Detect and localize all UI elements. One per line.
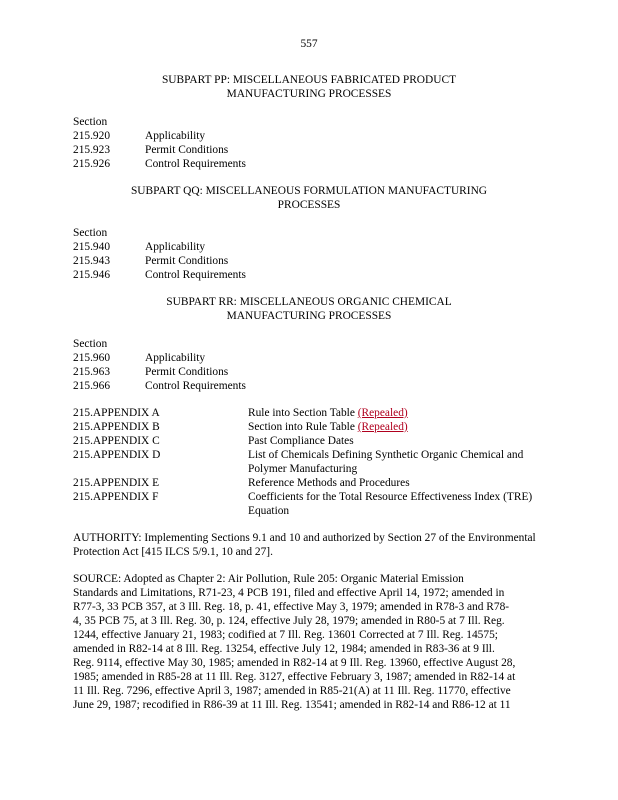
section-number: 215.940 — [73, 241, 111, 253]
subpart-rr-heading-line1: SUBPART RR: MISCELLANEOUS ORGANIC CHEMICAL — [166, 296, 452, 308]
authority-paragraph: AUTHORITY: Implementing Sections 9.1 and 10 and authorized by Section 27 of the Environmental Protection Act [415 ILCS 5/9.1, 10 and 27]. — [73, 532, 536, 558]
source-line: 1985; amended in R85-28 at 11 Ill. Reg. 3127, effective February 3, 1987; amended in R82-14 at — [73, 671, 516, 683]
section-title: Applicability — [145, 352, 206, 364]
appendix-number: 215.APPENDIX F — [73, 491, 159, 503]
section-number: 215.920 — [73, 130, 111, 142]
appendix-title-text: Section into Rule Table — [248, 421, 355, 433]
section-number: 215.963 — [73, 366, 111, 378]
section-title: Control Requirements — [145, 158, 246, 170]
section-row — [73, 129, 543, 143]
section-row — [73, 157, 543, 171]
section-title: Permit Conditions — [145, 366, 229, 378]
section-title: Control Requirements — [145, 269, 246, 281]
section-title: Applicability — [145, 130, 206, 142]
source-line: Standards and Limitations, R71-23, 4 PCB 191, filed and effective April 14, 1972; amended in — [73, 587, 505, 599]
subpart-rr-heading-line2: MANUFACTURING PROCESSES — [226, 310, 392, 322]
section-number: 215.923 — [73, 144, 111, 156]
section-number: 215.946 — [73, 269, 111, 281]
subpart-pp-heading — [100, 73, 518, 101]
source-line: Reg. 9114, effective May 30, 1985; amended in R82-14 at 9 Ill. Reg. 13960, effective August 28, — [73, 657, 516, 669]
appendix-title — [248, 420, 543, 434]
section-row — [73, 240, 543, 254]
source-line: June 29, 1987; recodified in R86-39 at 11 Ill. Reg. 13541; amended in R82-14 and R86-12 at 11 — [73, 699, 511, 711]
subpart-qq-section-label: Section — [73, 227, 108, 239]
section-row — [73, 254, 543, 268]
source-paragraph — [73, 572, 541, 712]
appendix-number: 215.APPENDIX B — [73, 421, 160, 433]
section-title: Permit Conditions — [145, 255, 229, 267]
subpart-pp-heading-line1: SUBPART PP: MISCELLANEOUS FABRICATED PRODUCT — [161, 74, 457, 86]
section-number: 215.966 — [73, 380, 111, 392]
appendix-title — [248, 406, 543, 420]
source-line: 4, 35 PCB 75, at 3 Ill. Reg. 30, p. 124, effective July 28, 1979; amended in R80-5 at 7 Ill. Reg. — [73, 615, 505, 627]
page-number: 557 — [300, 38, 318, 50]
section-row — [73, 268, 543, 282]
appendix-title-text: Rule into Section Table — [248, 407, 355, 419]
section-number: 215.943 — [73, 255, 111, 267]
appendix-number: 215.APPENDIX D — [73, 449, 161, 461]
repealed-link[interactable]: (Repealed) — [357, 407, 408, 419]
source-line: 11 Ill. Reg. 7296, effective April 3, 1987; amended in R85-21(A) at 11 Ill. Reg. 11770, effective — [73, 685, 511, 697]
source-line: R77-3, 33 PCB 357, at 3 Ill. Reg. 18, p. 41, effective May 3, 1979; amended in R78-3 and R78- — [73, 601, 510, 613]
appendix-title: Coefficients for the Total Resource Effectiveness Index (TRE) Equation — [248, 491, 533, 517]
subpart-qq-heading-line2: PROCESSES — [277, 199, 341, 211]
section-title: Applicability — [145, 241, 206, 253]
subpart-rr-section-label: Section — [73, 338, 108, 350]
appendix-number: 215.APPENDIX C — [73, 435, 160, 447]
appendix-title: List of Chemicals Defining Synthetic Organic Chemical and Polymer Manufacturing — [248, 449, 524, 475]
repealed-link[interactable]: (Repealed) — [357, 421, 408, 433]
subpart-qq-heading-line1: SUBPART QQ: MISCELLANEOUS FORMULATION MANUFACTURING — [130, 185, 488, 197]
appendix-number: 215.APPENDIX A — [73, 407, 160, 419]
appendix-title: Past Compliance Dates — [248, 435, 354, 447]
source-line: 1244, effective January 21, 1983; codified at 7 Ill. Reg. 13601 Corrected at 7 Ill. Reg. 14575; — [73, 629, 498, 641]
section-row — [73, 365, 543, 379]
subpart-qq-heading — [100, 184, 518, 212]
subpart-pp-heading-line2: MANUFACTURING PROCESSES — [226, 88, 392, 100]
source-line: SOURCE: Adopted as Chapter 2: Air Pollution, Rule 205: Organic Material Emission — [73, 573, 464, 585]
appendix-title: Reference Methods and Procedures — [248, 477, 410, 489]
section-row — [73, 379, 543, 393]
section-row — [73, 143, 543, 157]
section-title: Control Requirements — [145, 380, 246, 392]
subpart-rr-heading — [100, 295, 518, 323]
section-number: 215.960 — [73, 352, 111, 364]
subpart-pp-section-label: Section — [73, 116, 108, 128]
section-number: 215.926 — [73, 158, 111, 170]
source-line: amended in R82-14 at 8 Ill. Reg. 13254, effective July 12, 1984; amended in R83-36 at 9 Ill. — [73, 643, 495, 655]
appendix-number: 215.APPENDIX E — [73, 477, 160, 489]
section-row — [73, 351, 543, 365]
section-title: Permit Conditions — [145, 144, 229, 156]
